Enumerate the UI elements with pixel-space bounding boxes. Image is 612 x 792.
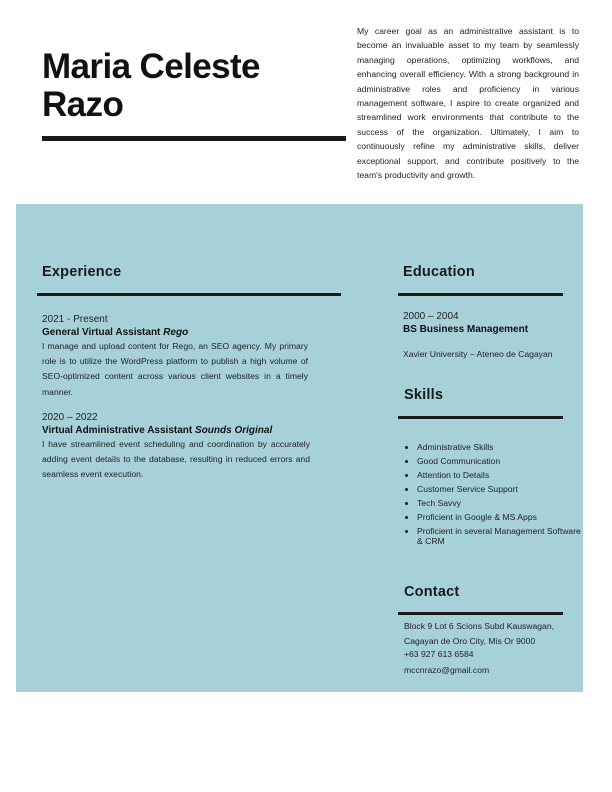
education-dates: 2000 – 2004: [403, 311, 459, 322]
skill-item: • Proficient in Google & MS Apps: [417, 512, 587, 522]
job-2-description: I have streamlined event scheduling and coordination by accurately adding event details to the database, resulting in reduced errors and seamless event execution.: [42, 439, 310, 480]
contact-email[interactable]: mccnrazo@gmail.com: [404, 665, 490, 675]
skill-item: • Proficient in several Management Software & CRM: [417, 526, 587, 546]
education-divider: [398, 293, 563, 296]
contact-address-line-2: Cagayan de Oro City, Mis Or 9000: [404, 636, 536, 646]
job-1-role: General Virtual Assistant: [42, 327, 161, 338]
job-2-title: [42, 425, 272, 436]
career-summary: My career goal as an administrative assistant is to become an invaluable asset to my team by seamlessly managing operations, optimizing workflows, and enhancing overall efficiency. With a strong background in administrative roles and proficiency in various management software, I aspire to create organized and streamlined work environments that contribute to the success of the organization. Ultimately, I aim to continuously refine my administrative skills, deliver exceptional support, and contribute positively to the team's productivity and growth.: [357, 26, 579, 181]
skills-heading: Skills: [404, 387, 444, 403]
candidate-name: [42, 48, 342, 124]
education-degree: BS Business Management: [403, 324, 529, 335]
job-1-description: I manage and upload content for Rego, an SEO agency. My primary role is to utilize the WordPress platform to publish a high volume of SEO-optimized content across various client websites in a timely manner.: [42, 341, 308, 397]
experience-heading: Experience: [42, 264, 122, 280]
job-2-company: Sounds Original: [195, 425, 273, 436]
skill-item: • Customer Service Support: [417, 484, 587, 494]
contact-heading: Contact: [404, 584, 460, 600]
skill-item: • Administrative Skills: [417, 442, 587, 452]
name-line-2: Razo: [42, 85, 124, 124]
contact-divider: [398, 612, 563, 615]
skills-divider: [398, 416, 563, 419]
skills-list: [401, 442, 587, 550]
contact-phone: +63 927 613 6584: [404, 649, 474, 659]
contact-address-line-1: Block 9 Lot 6 Scions Subd Kauswagan,: [404, 621, 555, 631]
skill-item: • Attention to Details: [417, 470, 587, 480]
name-line-1: Maria Celeste: [42, 47, 260, 86]
experience-divider: [37, 293, 341, 296]
job-1-company: Rego: [163, 327, 189, 338]
job-1-title: [42, 327, 188, 338]
job-1-dates: 2021 - Present: [42, 314, 108, 325]
name-divider: [42, 136, 346, 141]
skill-item: • Good Communication: [417, 456, 587, 466]
education-heading: Education: [403, 264, 475, 280]
education-school: Xavier University – Ateneo de Cagayan: [403, 349, 553, 359]
job-2-dates: 2020 – 2022: [42, 412, 98, 423]
skill-item: • Tech Savvy: [417, 498, 587, 508]
job-2-role: Virtual Administrative Assistant: [42, 425, 193, 436]
